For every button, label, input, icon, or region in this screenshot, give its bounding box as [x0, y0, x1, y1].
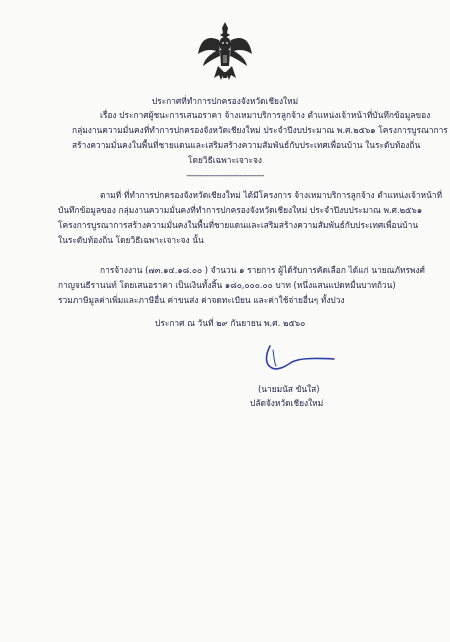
paragraph1-line-1: ตามที่ ที่ทำการปกครองจังหวัดเชียงใหม่ ได้มีโครงการ จ้างเหมาบริการลูกจ้าง ตำแหน่งเจ้าหน้าที่: [100, 190, 443, 200]
document-title: ประกาศที่ทำการปกครองจังหวัดเชียงใหม่: [151, 96, 299, 106]
signatory-name: (นายมนัส ขันใส): [258, 384, 320, 394]
garuda-emblem-icon: [196, 20, 254, 84]
paragraph2-line-2: กาญจนธีรานนท์ โดยเสนอราคา เป็นเงินทั้งสิ้น ๑๘๐,๐๐๐.๐๐ บาท (หนึ่งแสนแปดหมื่นบาทถ้วน): [58, 280, 396, 290]
signature-image: [256, 340, 338, 378]
paragraph2-line-3: รวมภาษีมูลค่าเพิ่มและภาษีอื่น ค่าขนส่ง ค่าจดทะเบียน และค่าใช้จ่ายอื่นๆ ทั้งปวง: [58, 295, 345, 305]
subject-line-3: สร้างความมั่นคงในพื้นที่ชายแดนและเสริมสร้างความสัมพันธ์กับประเทศเพื่อนบ้าน ในระดับท้องถิ่น: [72, 140, 421, 150]
subject-line-2: กลุ่มงานความมั่นคงที่ทำการปกครองจังหวัดเชียงใหม่ ประจำปีงบประมาณ พ.ศ.๒๕๖๑ โครงการบูรณาการ: [72, 125, 448, 135]
subject-line-4: โดยวิธีเฉพาะเจาะจง: [188, 155, 262, 165]
paragraph1-line-4: ในระดับท้องถิ่น โดยวิธีเฉพาะเจาะจง นั้น: [58, 235, 204, 245]
paragraph1-line-2: บันทึกข้อมูลของ กลุ่มงานความมั่นคงที่ทำการปกครองจังหวัดเชียงใหม่ ประจำปีงบประมาณ พ.ศ.๒๕๖๑: [58, 205, 423, 215]
announce-date: ประกาศ ณ วันที่ ๒๙ กันยายน พ.ศ. ๒๕๖๐: [155, 318, 306, 328]
paragraph1-line-3: โครงการบูรณาการสร้างความมั่นคงในพื้นที่ชายแดนและเสริมสร้างความสัมพันธ์กับประเทศเพื่อนบ้าน: [58, 220, 419, 230]
paragraph2-line-1: การจ้างงาน (๗๓.๑๔.๑๘.๐๐ ) จำนวน ๑ รายการ ผู้ได้รับการคัดเลือก ได้แก่ นายณภัทรพงศ์: [100, 265, 425, 275]
subject-line-1: เรื่อง ประกาศผู้ชนะการเสนอราคา จ้างเหมาบริการลูกจ้าง ตำแหน่งเจ้าหน้าที่บันทึกข้อมูลของ: [100, 110, 431, 120]
signatory-position: ปลัดจังหวัดเชียงใหม่: [250, 398, 324, 408]
title-divider: --------------------------------: [186, 170, 264, 180]
